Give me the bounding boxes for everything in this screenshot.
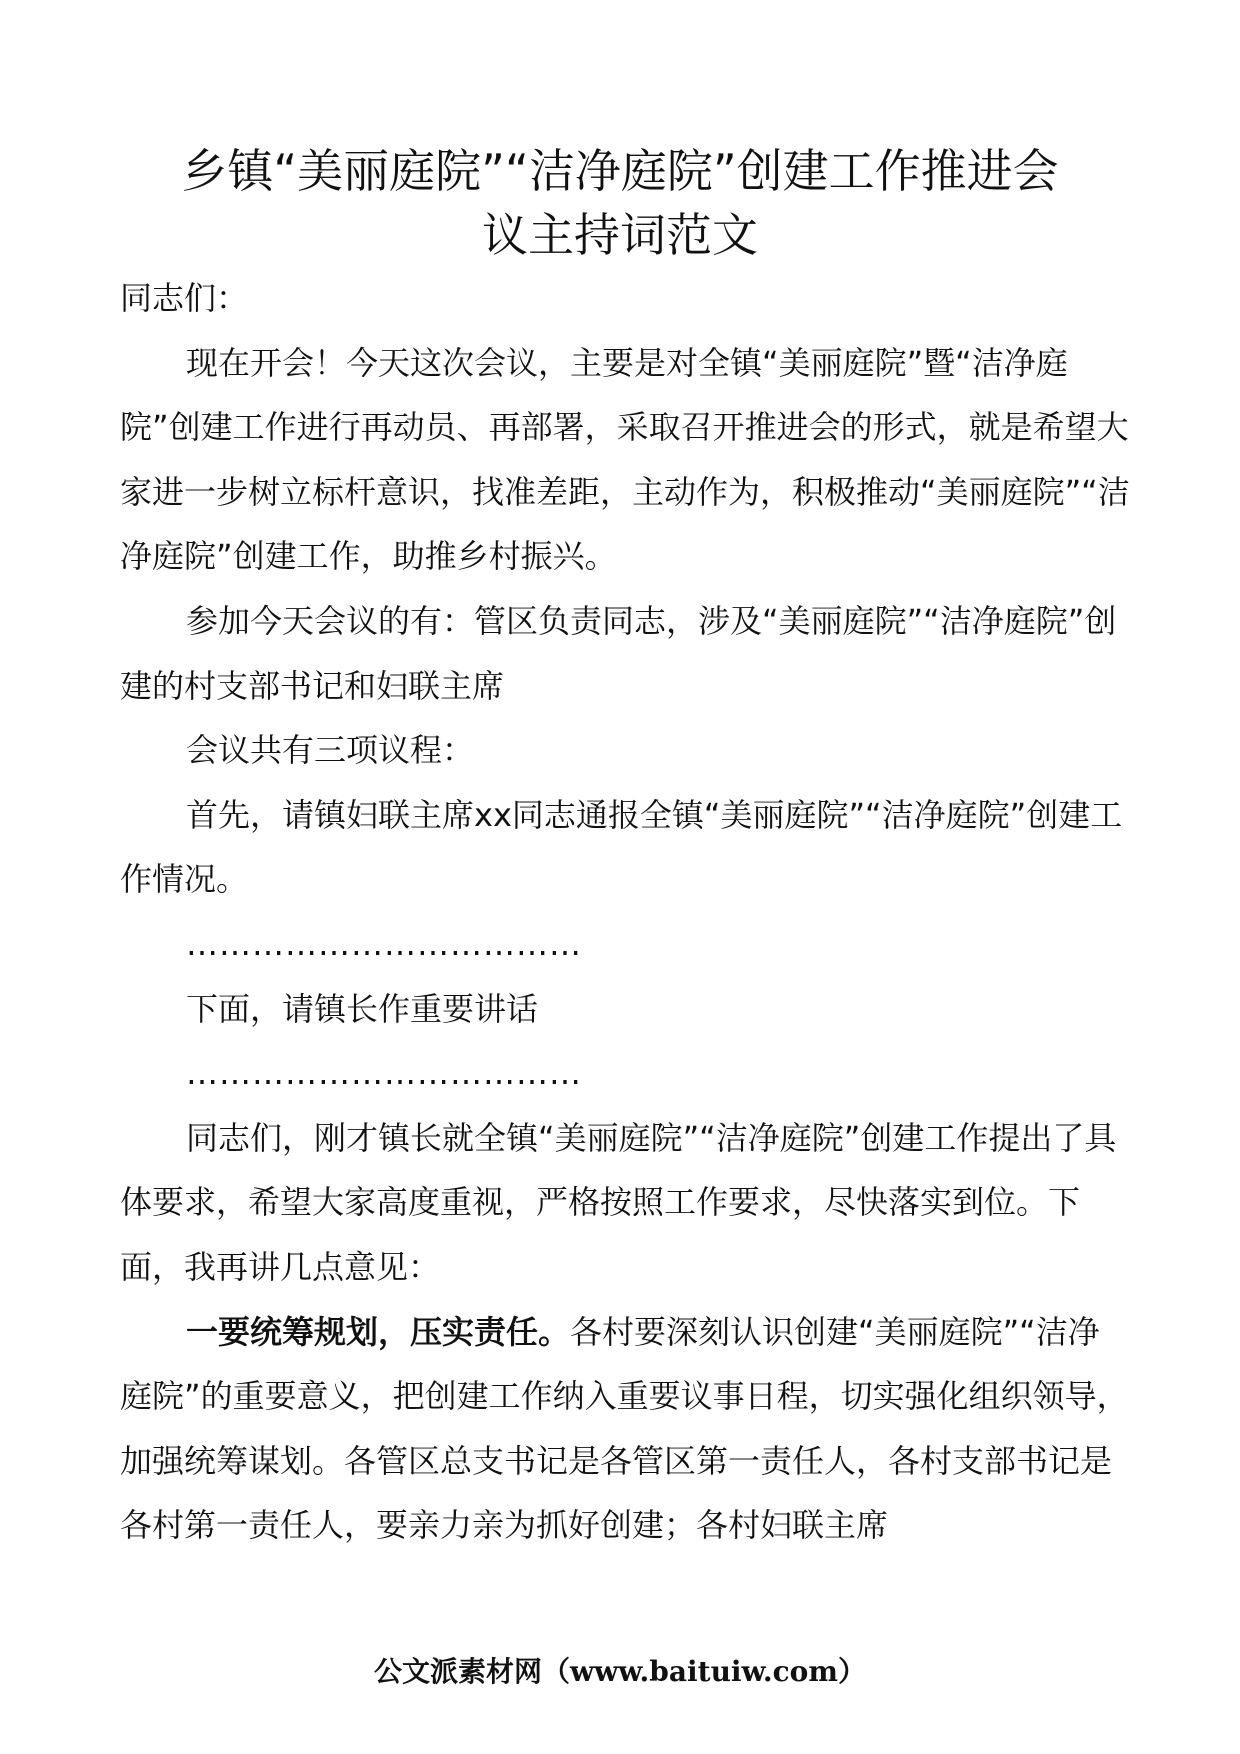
ellipsis-divider: ………………………………	[186, 924, 582, 963]
point-1-heading: 一要统筹规划，压实责任。	[186, 1312, 571, 1351]
paragraph-point-1	[120, 1300, 1130, 1558]
paragraph-agenda-item-2: 下面，请镇长作重要讲话	[186, 989, 539, 1028]
salutation: 同志们：	[120, 279, 249, 317]
document-body	[120, 266, 1130, 1558]
document-title-line-2: 议主持词范文	[482, 208, 758, 262]
point-1-text: 各村要深刻认识创建“美丽庭院”“洁净庭院”的重要意义，把创建工作纳入重要议事日程，切实强化组织领导，加强统筹谋划。各管区总支书记是各管区第一责任人，各村支部书记是各村第一责任人，要亲力亲为抓好创建；各村妇联主席	[120, 1312, 1129, 1545]
paragraph-summary: 同志们，刚才镇长就全镇“美丽庭院”“洁净庭院”创建工作提出了具体要求，希望大家高度重视，严格按照工作要求，尽快落实到位。下面，我再讲几点意见：	[120, 1118, 1117, 1286]
paragraph-attendees: 参加今天会议的有：管区负责同志，涉及“美丽庭院”“洁净庭院”创建的村支部书记和妇联主席	[120, 601, 1117, 705]
ellipsis-divider: ………………………………	[186, 1054, 582, 1093]
paragraph-opening: 现在开会！今天这次会议，主要是对全镇“美丽庭院”暨“洁净庭院”创建工作进行再动员、再部署，采取召开推进会的形式，就是希望大家进一步树立标杆意识，找准差距，主动作为，积极推动“美丽庭院”“洁净庭院”创建工作，助推乡村振兴。	[120, 343, 1130, 576]
footer-watermark: 公文派素材网（www.baituiw.com）	[374, 1655, 866, 1688]
paragraph-agenda-item-1: 首先，请镇妇联主席xx同志通报全镇“美丽庭院”“洁净庭院”创建工作情况。	[120, 795, 1123, 899]
paragraph-agenda: 会议共有三项议程：	[186, 731, 475, 770]
document-title-line-1: 乡镇“美丽庭院”“洁净庭院”创建工作推进会	[181, 144, 1059, 198]
